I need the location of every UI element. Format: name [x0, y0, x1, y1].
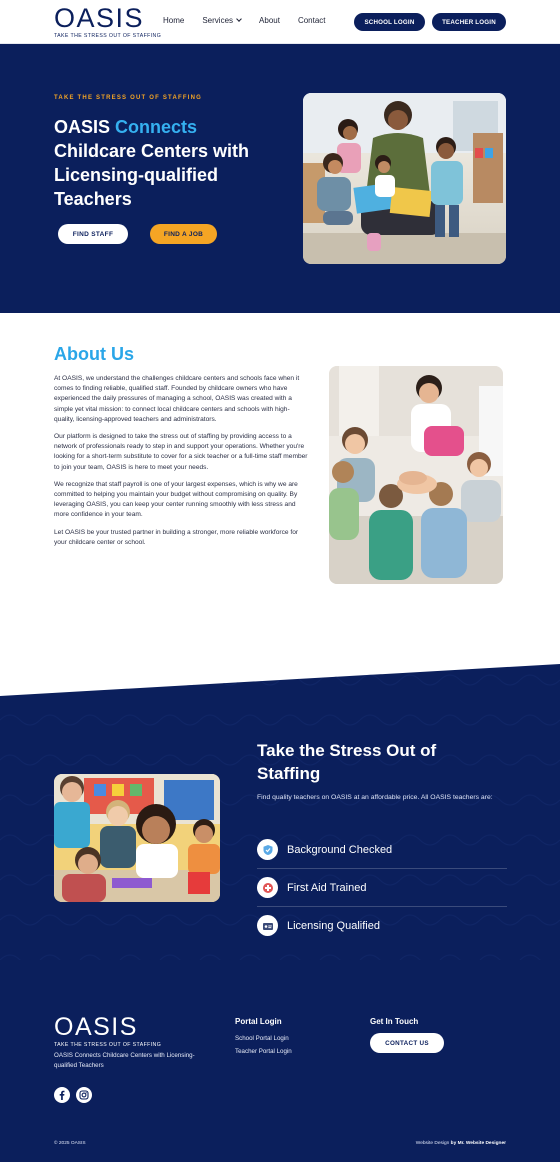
staffing-photo-classroom: [54, 774, 220, 902]
facebook-icon[interactable]: [54, 1087, 70, 1103]
about-paragraph: Our platform is designed to take the stress out of staffing by providing access to a network of professionals ready to step in and support your operations. Whether you're looking for a short-term substitute to cover for a sick teacher or a full-time staff member to join your team, OASIS is here to meet your needs.: [54, 433, 308, 471]
about-body: [54, 374, 309, 555]
footer-portal-heading: Portal Login: [235, 1017, 282, 1026]
footer-credit: [416, 1141, 506, 1146]
staffing-heading: Take the Stress Out of Staffing: [257, 741, 437, 783]
hero-heading-accent: Connects: [115, 117, 198, 137]
staffing-subtitle: Find quality teachers on OASIS at an affordable price. All OASIS teachers are:: [257, 794, 493, 801]
feature-label: Licensing Qualified: [287, 919, 380, 932]
feature-label: First Aid Trained: [287, 881, 367, 894]
teacher-login-button[interactable]: TEACHER LOGIN: [432, 13, 506, 31]
hero-heading-post: Childcare Centers with Licensing-qualified Teachers: [54, 141, 250, 209]
footer-logo-tagline: TAKE THE STRESS OUT OF STAFFING: [54, 1042, 162, 1048]
footer-copyright: © 2025 OASIS: [54, 1141, 86, 1146]
contact-us-button[interactable]: CONTACT US: [370, 1033, 444, 1053]
id-card-icon: [257, 915, 278, 936]
feature-licensing-qualified: [257, 907, 507, 944]
school-login-button[interactable]: SCHOOL LOGIN: [354, 13, 425, 31]
hero-heading: [54, 115, 284, 211]
site-header: [0, 0, 560, 44]
nav-contact[interactable]: Contact: [297, 16, 326, 25]
feature-label: Background Checked: [287, 843, 393, 856]
find-job-button[interactable]: FIND A JOB: [150, 224, 217, 244]
feature-first-aid-trained: [257, 869, 507, 906]
find-staff-button[interactable]: FIND STAFF: [58, 224, 128, 244]
shield-check-icon: [257, 839, 278, 860]
chevron-down-icon: [236, 16, 242, 22]
about-paragraph: Let OASIS be your trusted partner in building a stronger, more reliable workforce for your childcare center or school.: [54, 528, 299, 546]
hero-section: [0, 44, 560, 313]
footer-credit-prefix: Website Design: [415, 1141, 450, 1146]
about-paragraph: We recognize that staff payroll is one of your largest expenses, which is why we are committed to helping you maintain your budget without compromising on quality. By leveraging OASIS, you can keep your center running smoothly with less stress and more confidence in your team.: [54, 480, 298, 519]
school-portal-link[interactable]: School Portal Login: [235, 1035, 289, 1042]
main-nav: [163, 16, 344, 25]
nav-services-label: Services: [202, 16, 234, 25]
teacher-portal-link[interactable]: Teacher Portal Login: [235, 1048, 292, 1055]
nav-about[interactable]: About: [259, 16, 280, 25]
about-heading: About Us: [54, 344, 134, 364]
about-photo-team-hands: [329, 366, 503, 584]
about-paragraph: At OASIS, we understand the challenges childcare centers and schools face when it comes to finding reliable, qualified staff. Founded by childcare owners who have experienced the daily pressures of managing a school, OASIS was created with a simple yet vital mission: to connect local childcare centers and schools with high-quality, licensing-approved teachers and administrators.: [54, 375, 300, 423]
footer-logo-wordmark: OASIS: [54, 1013, 138, 1041]
nav-services[interactable]: [202, 16, 241, 25]
footer-credit-link[interactable]: by Mr. Website Designer: [450, 1141, 506, 1146]
footer-logo[interactable]: [54, 1014, 161, 1048]
footer-description: OASIS Connects Childcare Centers with Licensing-qualified Teachers: [54, 1052, 195, 1069]
hero-photo-teacher-reading: [303, 93, 506, 264]
footer-contact-heading: Get In Touch: [370, 1017, 419, 1026]
nav-home[interactable]: Home: [163, 16, 185, 25]
logo-wordmark: OASIS: [54, 3, 145, 33]
feature-background-checked: [257, 831, 507, 868]
hero-heading-pre: OASIS: [54, 117, 116, 137]
logo-tagline: TAKE THE STRESS OUT OF STAFFING: [54, 33, 162, 39]
instagram-icon[interactable]: [76, 1087, 92, 1103]
site-logo[interactable]: [54, 5, 161, 39]
hero-eyebrow: TAKE THE STRESS OUT OF STAFFING: [54, 95, 202, 101]
first-aid-icon: [257, 877, 278, 898]
